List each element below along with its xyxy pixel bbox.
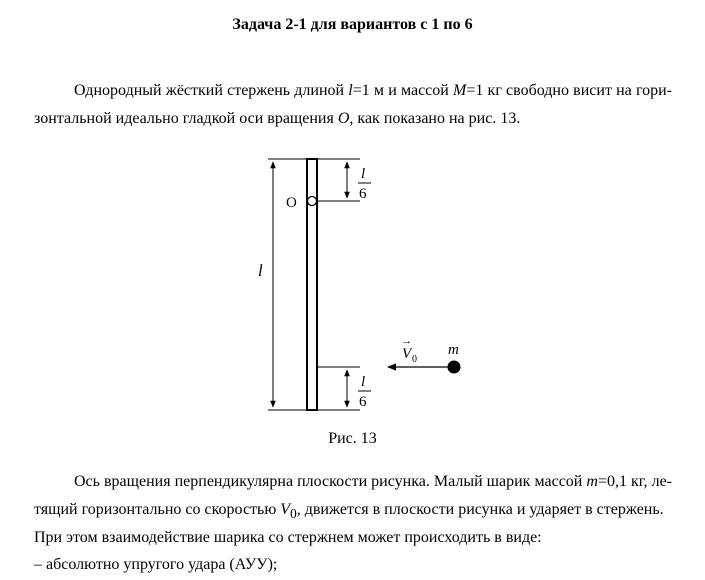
collision-description	[34, 468, 672, 528]
collision-text-3: , движется в плоскости рисунка и ударяет в стержень.	[296, 501, 664, 518]
velocity-var-subscript: 0	[290, 506, 297, 522]
length-var: l	[348, 82, 353, 99]
statement-text-3: =1 кг свободно висит на гори-зонтальной идеально гладкой оси вращения	[34, 82, 673, 127]
length-label: l	[258, 261, 263, 280]
velocity-var: V	[280, 501, 291, 518]
ball-mass-var: m	[586, 473, 598, 490]
axis-label: O	[286, 195, 297, 211]
ball	[448, 361, 461, 374]
list-item-elastic: – абсолютно упругого удара (АУУ);	[34, 556, 278, 573]
pivot-axis	[308, 197, 317, 206]
mass-var: M	[453, 82, 467, 99]
velocity-label: V	[402, 346, 412, 362]
mass-label: m	[448, 342, 459, 358]
top-segment-denominator: 6	[359, 186, 367, 202]
velocity-subscript: 0	[412, 354, 417, 365]
figure-caption: Рис. 13	[328, 430, 377, 447]
page-title: Задача 2-1 для вариантов с 1 по 6	[232, 16, 473, 33]
statement-text-4: , как показано на рис. 13.	[349, 110, 521, 127]
statement-text-1: Однородный жёсткий стержень длиной	[74, 82, 349, 99]
collision-text-2: =0,1 кг, ле-тящий горизонтально со скоростью	[34, 473, 672, 518]
top-segment-numerator: l	[361, 166, 366, 182]
axis-var: O	[337, 110, 350, 127]
collision-text-1: Ось вращения перпендикулярна плоскости рисунка. Малый шарик массой	[74, 473, 587, 490]
statement-text-2: =1 м и массой	[352, 82, 454, 99]
interaction-intro: При этом взаимодействие шарика со стержнем может происходить в виде:	[34, 529, 542, 546]
velocity-arrow-glyph: →	[401, 335, 412, 347]
bottom-segment-denominator: 6	[359, 394, 367, 410]
bottom-segment-numerator: l	[361, 374, 366, 390]
